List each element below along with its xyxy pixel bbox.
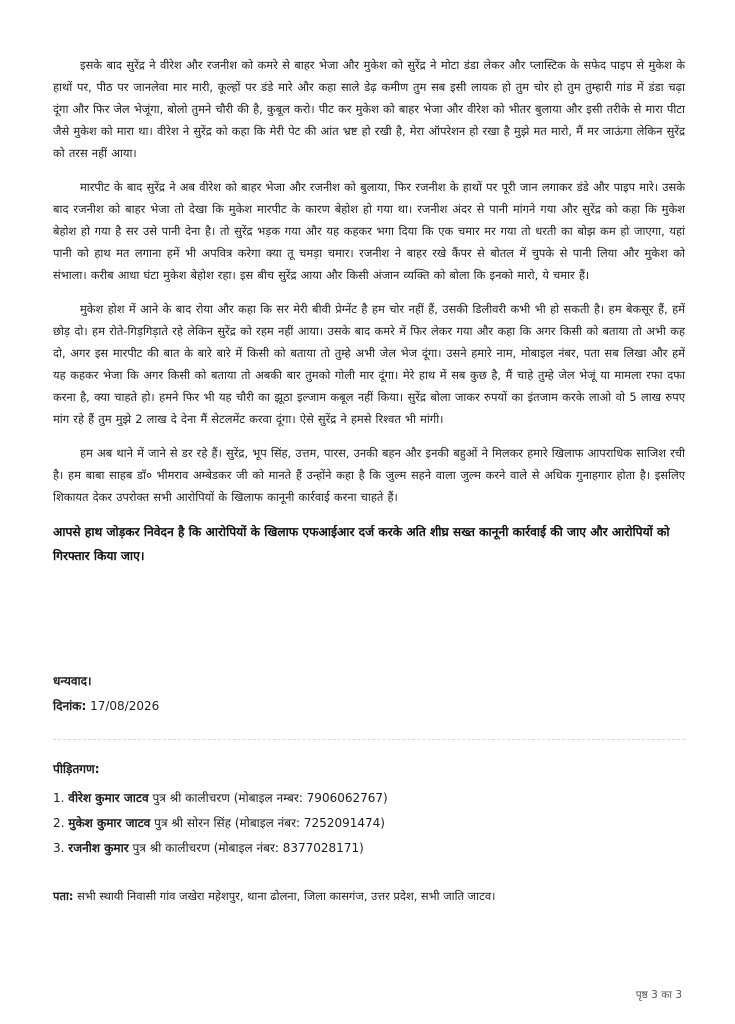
paragraph-1: इसके बाद सुरेंद्र ने वीरेश और रजनीश को कमरे से बाहर भेजा और मुकेश को सुरेंद्र ने मोटा डंडा लेकर और प्लास्टिक के सफेद पाइप से मुकेश के हाथों पर, पीठ पर जानलेवा मार मारी, कूल्हों पर डंडे मारे और कहा साले डेढ़ कमीण तुम सब इसी लायक हो तुम चोर हो तुम तुम्हारी गांड में डंडा चढ़ा दूंगा और फिर जेल भेजूंगा, बोलो तुमने चौरी की है, कुबूल करो। पीट कर मुकेश को बाहर भेजा और वीरेश को भीतर बुलाया और इसी तरीके से मारा पीटा जैसे मुकेश को मारा था। वीरेश ने सुरेंद्र को कहा कि मेरी पेट की आंत भ्रष्ट हो रखी है, मेरा ऑपरेशन हो रखा है मुझे मत मारो, मैं मर जाऊंगा लेकिन सुरेंद्र को तरस नहीं आया। (53, 58, 685, 160)
victim-relation: पुत्र श्री कालीचरण (मोबाइल नम्बर: 7906062767) (152, 791, 388, 805)
victim-name: वीरेश कुमार जाटव (68, 791, 149, 805)
victims-list (53, 786, 685, 861)
thanks-line: धन्यवाद। (53, 674, 92, 688)
date-line (53, 697, 159, 714)
address-label: पता: (53, 889, 74, 903)
paragraph-3: मुकेश होश में आने के बाद रोया और कहा कि सर मेरी बीवी प्रेग्नेंट है हम चोर नहीं हैं, उसकी डिलीवरी कभी भी हो सकती है। हम बेकसूर हैं, हमें छोड़ दो। हम रोते-गिड़गिड़ाते रहे लेकिन सुरेंद्र को रहम नहीं आया। उसके बाद कमरे में फिर लेकर गया और कहा कि अगर किसी को बताया तो अभी कह दो, अगर इस मारपीट की बात के बारे बारे में किसी को बताया तो तुम्हे अभी जेल भेज दूंगा। उसने हमारे नाम, मोबाइल नंबर, पता सब लिखा और हमें यह कहकर भेजा कि अगर किसी को बताया तो अबकी बार तुमको गोली मार दूंगा। मेरे हाथ में सब कुछ है, मैं चाहे तुम्हे जेल भेजूं या मामला रफा दफा करना है, क्या चाहते हो। हमने फिर भी यह चौरी का झूठा इल्जाम कबूल नहीं किया। सुरेंद्र बोला जाकर रुपयों का इंतजाम करके लाओ वो 5 लाख रुपए मांग रहे हैं तुम मुझे 2 लाख दे देना मैं सेटलमेंट करवा दूंगा। ऐसे सुरेंद्र ने हमसे रिश्वत भी मांगी। (53, 302, 685, 426)
victim-name: रजनीश कुमार (68, 841, 129, 855)
victims-heading: पीड़ितगण: (53, 762, 100, 776)
date-label: दिनांक: (53, 699, 87, 713)
paragraph-4: हम अब थाने में जाने से डर रहे हैं। सुरेंद्र, भूप सिंह, उत्तम, पारस, उनकी बहन और इनकी बहुओं ने मिलकर हमारे खिलाफ आपराधिक साजिश रची है। हम बाबा साहब डॉ० भीमराव अम्बेडकर जी को मानते हैं उन्होंने कहा है कि जुल्म सहने वाला जुल्म करने वाले से अधिक गुनाहगार होता है। इसलिए शिकायत देकर उपरोक्त सभी आरोपियों के खिलाफ कानूनी कार्रवाई करना चाहते हैं। (53, 446, 685, 504)
victim-name: मुकेश कुमार जाटव (68, 816, 151, 830)
page-number: पृष्ठ 3 का 3 (635, 989, 682, 1001)
letter-body (53, 54, 685, 568)
victim-relation: पुत्र श्री कालीचरण (मोबाइल नंबर: 8377028171) (132, 841, 364, 855)
list-number: 3. (53, 841, 65, 855)
date-value: 17/08/2026 (90, 699, 160, 713)
list-number: 1. (53, 791, 65, 805)
section-divider (53, 739, 685, 740)
address-value: सभी स्थायी निवासी गांव जखेरा महेशपुर, थाना ढोलना, जिला कासगंज, उत्तर प्रदेश, सभी जाति जाटव। (77, 889, 496, 903)
victim-relation: पुत्र श्री सोरन सिंह (मोबाइल नंबर: 7252091474) (154, 816, 385, 830)
paragraph-2: मारपीट के बाद सुरेंद्र ने अब वीरेश को बाहर भेजा और रजनीश को बुलाया, फिर रजनीश के हाथों पर पूरी जान लगाकर डंडे और पाइप मारे। उसके बाद रजनीश को बाहर भेजा तो देखा कि मुकेश मारपीट के कारण बेहोश हो गया था। रजनीश अंदर से पानी मांगने गया और सुरेंद्र को कहा कि मुकेश बेहोश हो गया है सर उसे पानी देना है। तो सुरेंद्र भड़क गया और यह कहकर भगा दिया कि एक चमार मर गया तो धरती का बोझ कम हो जाएगा, यहां पानी को हाथ मत लगाना हमें भी अपवित्र करेगा क्या तू चमड़ा चमार। रजनीश ने बाहर रखे कैंपर से बोतल में चुपके से पानी लिया और मुकेश को संभाला। करीब आधा घंटा मुकेश बेहोश रहा। इस बीच सुरेंद्र आया और किसी अंजान व्यक्ति को बोला कि इनको मारो, ये चमार हैं। (53, 180, 685, 282)
list-item (53, 786, 685, 811)
address-line (53, 889, 685, 904)
list-item (53, 836, 685, 861)
list-number: 2. (53, 816, 65, 830)
request-statement: आपसे हाथ जोड़कर निवेदन है कि आरोपियों के खिलाफ एफआईआर दर्ज करके अति शीघ्र सख्त कानूनी कार्रवाई की जाए और आरोपियों को गिरफ्तार किया जाए। (53, 525, 670, 563)
list-item (53, 811, 685, 836)
